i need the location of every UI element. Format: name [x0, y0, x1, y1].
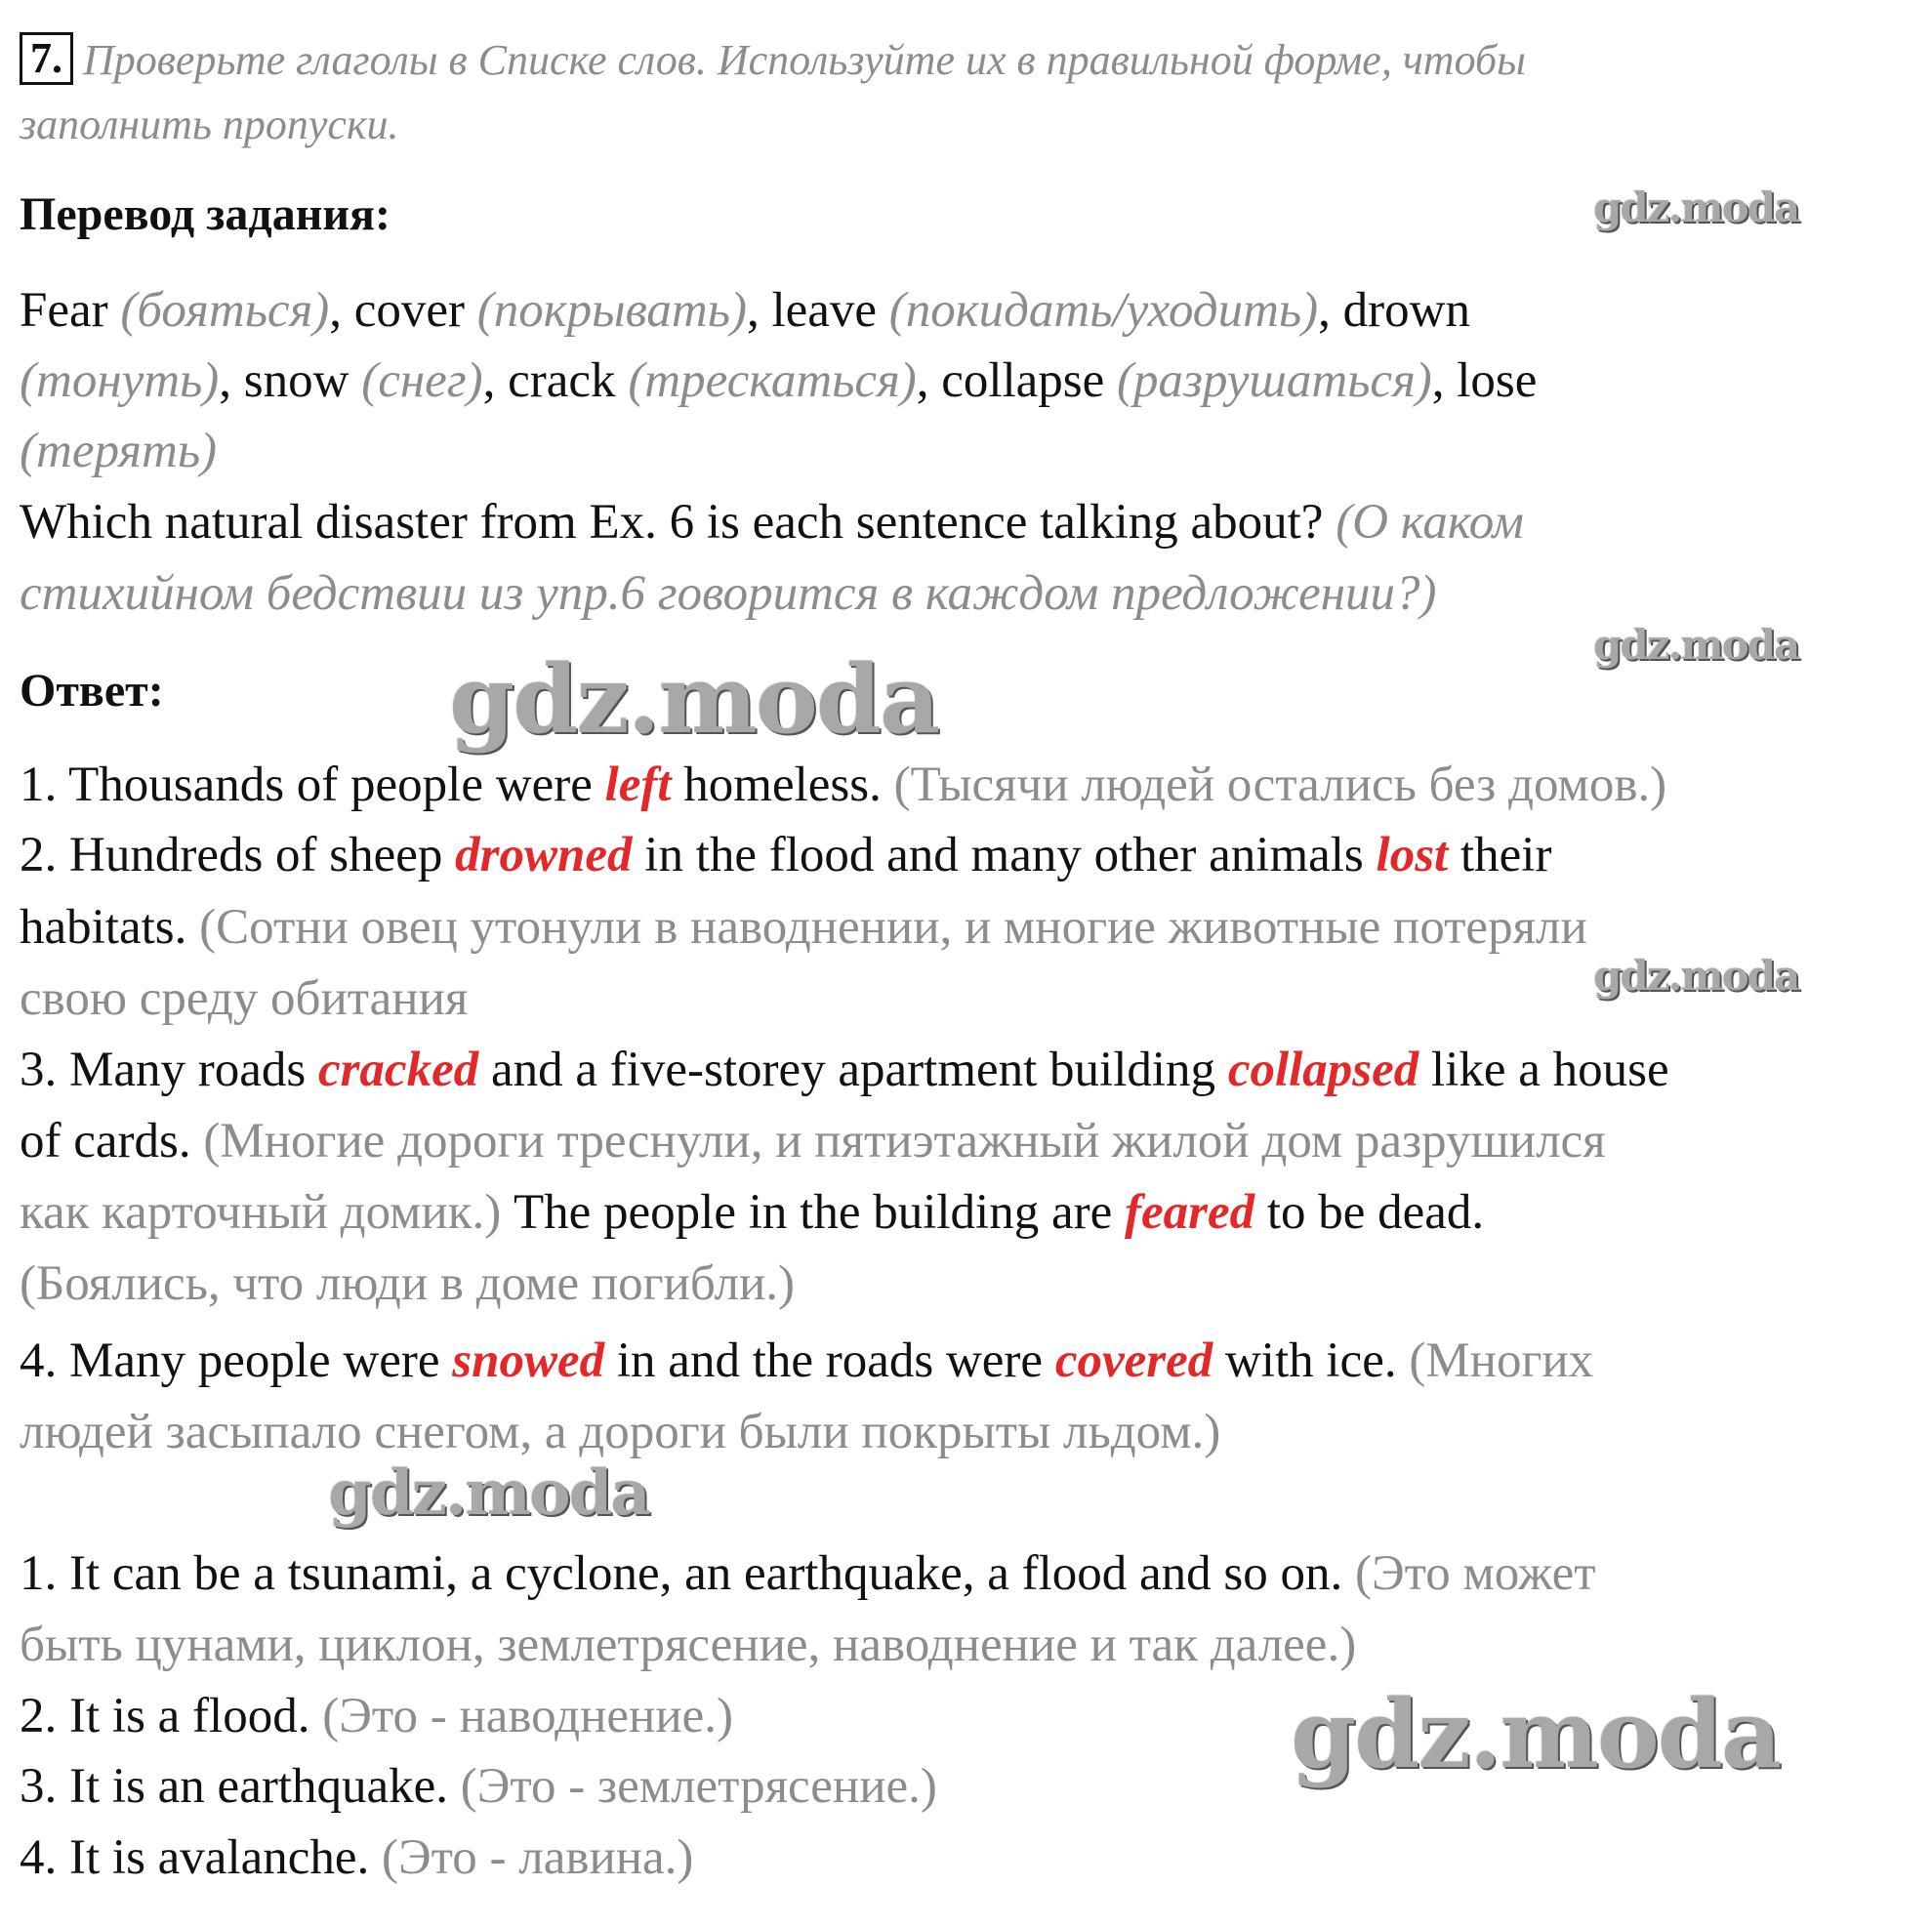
answer-1: [20, 756, 1666, 814]
text-run: to be dead.: [1254, 1185, 1485, 1240]
translation-text: (Многих: [1409, 1333, 1594, 1388]
answer-b2: [20, 1687, 733, 1745]
translation-text: (Это - наводнение.): [322, 1689, 733, 1743]
translation-text: как карточный домик.): [20, 1185, 514, 1240]
text-run: , collapse: [916, 353, 1118, 408]
answer-4-line-1: [20, 1332, 1593, 1390]
translation-text: (покрывать): [476, 283, 747, 338]
word-list-line-1: [20, 281, 1470, 340]
watermark-logo: gdz.moda: [1593, 952, 1799, 1000]
exercise-instruction-line-2: заполнить пропуски.: [20, 101, 399, 148]
exercise-instruction-line-1: [20, 31, 1526, 90]
translation-text: (Тысячи людей остались без домов.): [893, 758, 1667, 812]
answer-2-line-1: [20, 826, 1551, 884]
answer-word: covered: [1054, 1333, 1213, 1388]
answer-3-line-1: [20, 1041, 1669, 1099]
translation-title: Перевод задания:: [20, 188, 391, 240]
answer-2-line-2: [20, 898, 1587, 957]
answer-word: feared: [1124, 1185, 1255, 1240]
text-run: and a five-storey apartment building: [478, 1043, 1228, 1097]
word-list-line-3: [20, 422, 217, 480]
watermark-logo: gdz.moda: [328, 1456, 649, 1530]
translation-text: (тонуть): [20, 353, 220, 408]
translation-text: (терять): [20, 424, 218, 478]
translation-text: (Это - лавина.): [382, 1830, 694, 1885]
text-run: 1. Thousands of people were: [20, 758, 605, 812]
text-run: homeless.: [671, 758, 894, 812]
text-run: habitats.: [20, 900, 200, 955]
watermark-logo: gdz.moda: [449, 644, 939, 755]
answer-4-line-2: [20, 1403, 1220, 1461]
text-run: Fear: [20, 283, 121, 338]
answer-3-line-2: [20, 1112, 1606, 1170]
question-line-2: [20, 564, 1437, 623]
translation-text: (бояться): [120, 283, 330, 338]
translation-text: (Многие дороги треснули, и пятиэтажный жилой дом разрушился: [203, 1114, 1606, 1168]
translation-text: свою среду обитания: [20, 971, 469, 1026]
text-run: their: [1448, 828, 1552, 882]
watermark-logo: gdz.moda: [1593, 621, 1799, 669]
answer-3-line-4: [20, 1254, 795, 1313]
text-run: , lose: [1431, 353, 1538, 408]
translation-text: (О каком: [1336, 495, 1524, 550]
answer-title: Ответ:: [20, 665, 164, 717]
translation-text: (Сотни овец утонули в наводнении, и многие животные потеряли: [199, 900, 1587, 955]
text-run: 4. It is avalanche.: [20, 1830, 383, 1885]
text-run: , snow: [219, 353, 362, 408]
answer-word: left: [604, 758, 672, 812]
answer-3-line-3: [20, 1183, 1484, 1242]
answer-word: snowed: [452, 1333, 605, 1388]
text-run: with ice.: [1213, 1333, 1410, 1388]
text-run: in and the roads were: [604, 1333, 1055, 1388]
word-list-line-2: [20, 351, 1537, 410]
text-run: , cover: [329, 283, 477, 338]
text-run: 1. It can be a tsunami, a cyclone, an earthquake, a flood and so on.: [20, 1546, 1356, 1601]
text-run: Which natural disaster from Ex. 6 is each sentence talking about?: [20, 495, 1336, 550]
translation-text: быть цунами, циклон, землетрясение, наводнение и так далее.): [20, 1618, 1357, 1672]
answer-word: cracked: [317, 1043, 479, 1097]
text-run: , leave: [746, 283, 889, 338]
translation-text: (разрушаться): [1117, 353, 1432, 408]
question-line-1: [20, 493, 1524, 552]
text-run: 3. Many roads: [20, 1043, 318, 1097]
text-run: 3. It is an earthquake.: [20, 1759, 461, 1814]
text-run: like a house: [1418, 1043, 1669, 1097]
text-run: in the flood and many other animals: [632, 828, 1377, 882]
text-run: 2. Hundreds of sheep: [20, 828, 456, 882]
instruction-text-1: Проверьте глаголы в Списке слов. Используйте их в правильной форме, чтобы: [83, 36, 1526, 84]
answer-b1-line-1: [20, 1544, 1596, 1603]
translation-text: (Это - землетрясение.): [460, 1759, 937, 1814]
answer-word: drowned: [455, 828, 633, 882]
answer-word: collapsed: [1227, 1043, 1419, 1097]
watermark-logo: gdz.moda: [1291, 1679, 1781, 1789]
text-run: 4. Many people were: [20, 1333, 453, 1388]
answer-b3: [20, 1757, 937, 1816]
answer-2-line-3: [20, 969, 468, 1028]
translation-text: (снег): [361, 353, 483, 408]
text-run: , drown: [1318, 283, 1470, 338]
translation-text: (Боялись, что люди в доме погибли.): [20, 1256, 795, 1311]
answer-b1-line-2: [20, 1616, 1356, 1674]
translation-text: (трескаться): [628, 353, 917, 408]
answer-b4: [20, 1828, 693, 1887]
text-run: 2. It is a flood.: [20, 1689, 323, 1743]
translation-text: людей засыпало снегом, а дороги были покрыты льдом.): [20, 1405, 1221, 1459]
translation-text: стихийном бедствии из упр.6 говорится в каждом предложении?): [20, 566, 1437, 621]
text-run: of cards.: [20, 1114, 204, 1168]
translation-text: (покидать/уходить): [888, 283, 1319, 338]
watermark-logo: gdz.moda: [1593, 184, 1799, 231]
answer-word: lost: [1376, 828, 1449, 882]
exercise-number: 7.: [20, 32, 73, 85]
text-run: , crack: [482, 353, 629, 408]
translation-text: (Это может: [1355, 1546, 1596, 1601]
text-run: The people in the building are: [514, 1185, 1125, 1240]
